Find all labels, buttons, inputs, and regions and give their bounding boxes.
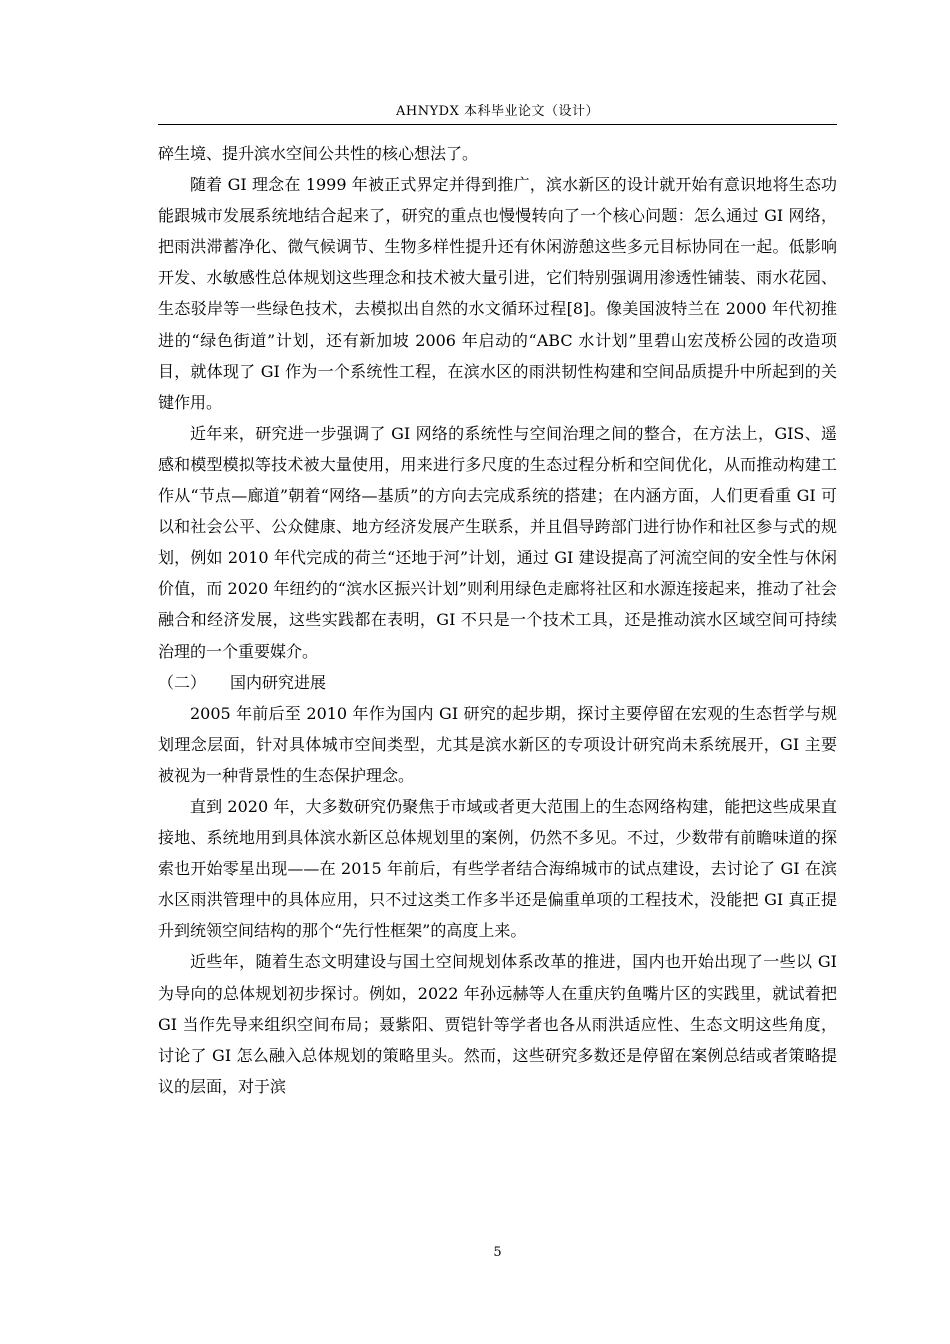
header-rule <box>158 124 837 125</box>
section-title: 国内研究进展 <box>230 672 327 692</box>
page-number: 5 <box>493 1245 502 1260</box>
paragraph: 随着 GI 理念在 1999 年被正式界定并得到推广，滨水新区的设计就开始有意识地将生态功能跟城市发展系统地结合起来了，研究的重点也慢慢转向了一个核心问题：怎么通过 GI 网络，把雨洪滞蓄净化、微气候调节、生物多样性提升还有休闲游憩这些多元目标协同在一起。低影响开发、水敏感性总体规划这些理念和技术被大量引进，它们特别强调用渗透性铺装、雨水花园、生态驳岸等一些绿色技术，去模拟出自然的水文循环过程[8]。像美国波特兰在 2000 年代初推进的“绿色街道”计划，还有新加坡 2006 年启动的“ABC 水计划”里碧山宏茂桥公园的改造项目，就体现了 GI 作为一个系统性工程，在滨水区的雨洪韧性构建和空间品质提升中所起到的关键作用。 <box>158 175 837 412</box>
paragraph: 近年来，研究进一步强调了 GI 网络的系统性与空间治理之间的整合，在方法上，GIS、遥感和模型模拟等技术被大量使用，用来进行多尺度的生态过程分析和空间优化，从而推动构建工作从“节点—廊道”朝着“网络—基质”的方向去完成系统的搭建；在内涵方面，人们更看重 GI 可以和社会公平、公众健康、地方经济发展产生联系，并且倡导跨部门进行协作和社区参与式的规划，例如 2010 年代完成的荷兰“还地于河”计划，通过 GI 建设提高了河流空间的安全性与休闲价值，而 2020 年纽约的“滨水区振兴计划”则利用绿色走廊将社区和水源连接起来，推动了社会融合和经济发展，这些实践都在表明，GI 不只是一个技术工具，还是推动滨水区域空间可持续治理的一个重要媒介。 <box>158 423 837 661</box>
paragraph: 2005 年前后至 2010 年作为国内 GI 研究的起步期，探讨主要停留在宏观的生态哲学与规划理念层面，针对具体城市空间类型，尤其是滨水新区的专项设计研究尚未系统展开，GI 主要被视为一种背景性的生态保护理念。 <box>158 703 837 785</box>
section-number: （二） <box>158 672 207 692</box>
running-header: AHNYDX 本科毕业论文（设计） <box>396 104 599 119</box>
section-heading <box>158 667 837 698</box>
paragraph: 碎生境、提升滨水空间公共性的核心想法了。 <box>158 144 479 163</box>
paragraph: 近些年，随着生态文明建设与国土空间规划体系改革的推进，国内也开始出现了一些以 GI 为导向的总体规划初步探讨。例如，2022 年孙远赫等人在重庆钓鱼嘴片区的实践里，就试着把 GI 当作先导来组织空间布局；聂紫阳、贾铠针等学者也各从雨洪适应性、生态文明这些角度，讨论了 GI 怎么融入总体规划的策略里头。然而，这些研究多数还是停留在案例总结或者策略提议的层面，对于滨 <box>158 952 837 1096</box>
paragraph: 直到 2020 年，大多数研究仍聚焦于市域或者更大范围上的生态网络构建，能把这些成果直接地、系统地用到具体滨水新区总体规划里的案例，仍然不多见。不过，少数带有前瞻味道的探索也开始零星出现——在 2015 年前后，有些学者结合海绵城市的试点建设，去讨论了 GI 在滨水区雨洪管理中的具体应用，只不过这类工作多半还是偏重单项的工程技术，没能把 GI 真正提升到统领空间结构的那个“先行性框架”的高度上来。 <box>158 796 837 941</box>
body-text <box>158 138 837 1102</box>
